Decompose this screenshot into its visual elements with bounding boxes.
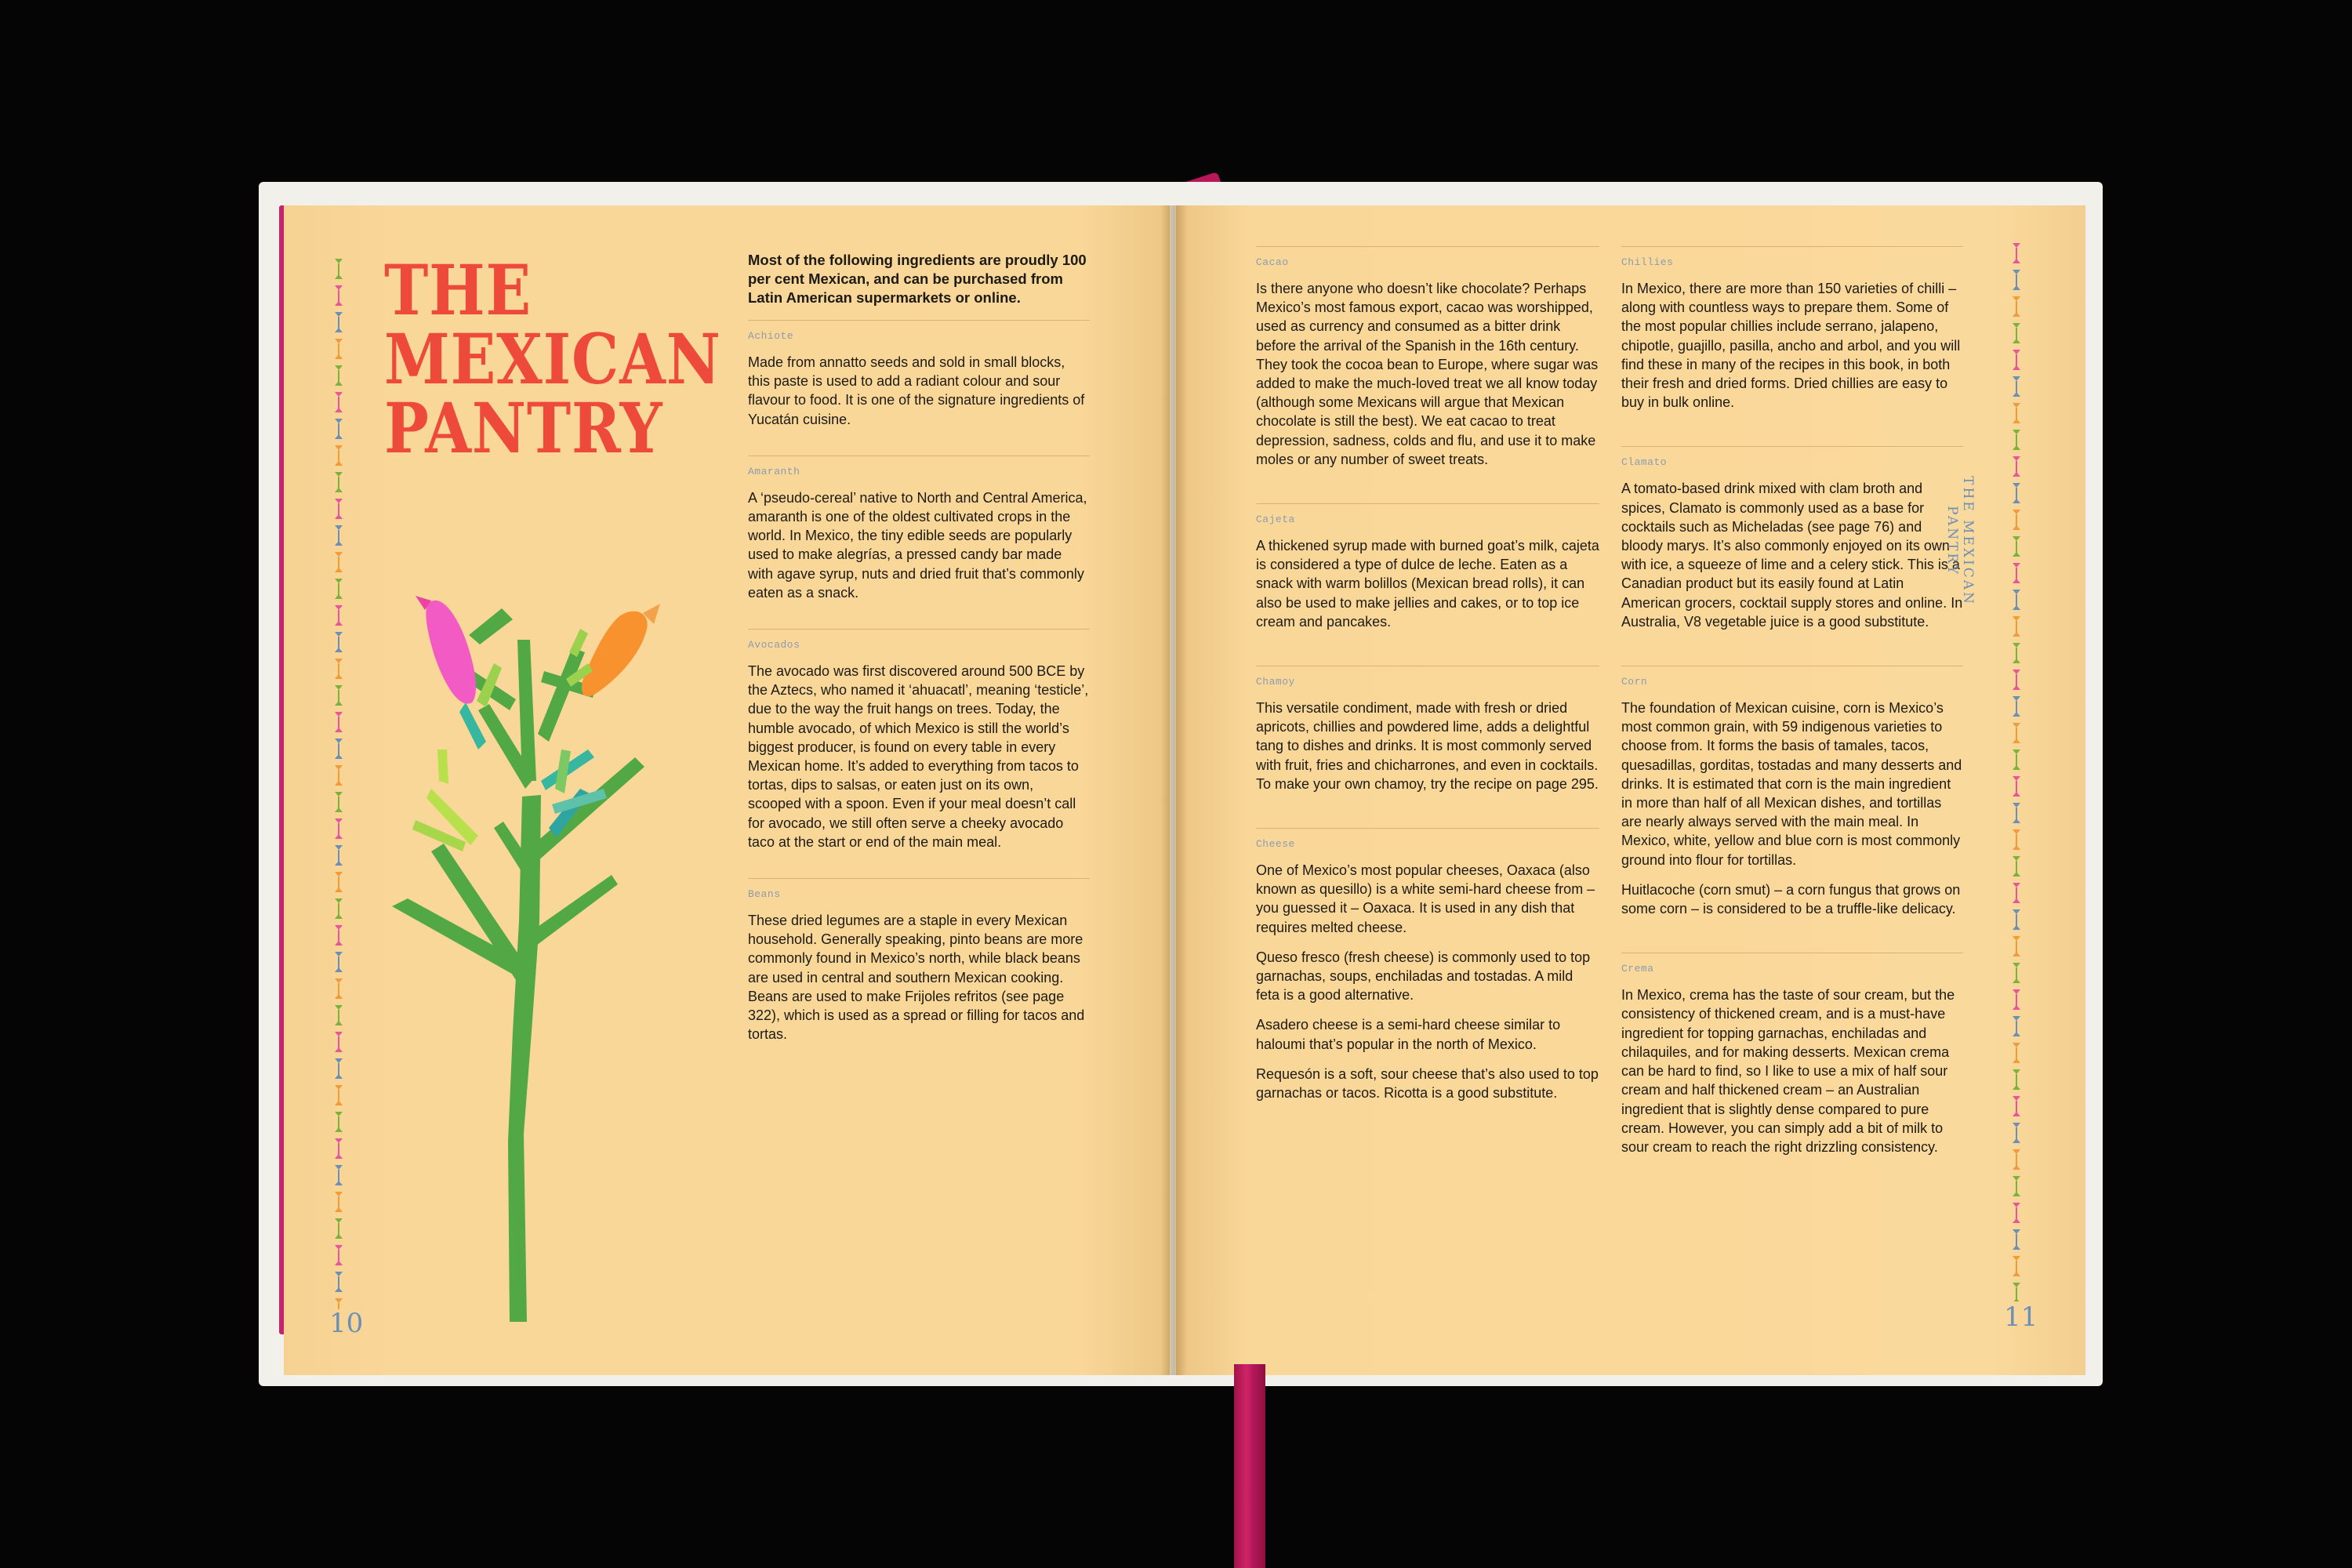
border-stitch (2013, 909, 2020, 930)
border-stitch (335, 525, 343, 546)
border-stitch (2013, 1123, 2020, 1143)
intro-text: Most of the following ingredients are proudly 100 per cent Mexican, and can be purchased from Latin American supermarkets or online. (748, 252, 1087, 306)
page-title (384, 249, 721, 469)
border-stitch (2013, 883, 2020, 903)
border-stitch (2013, 510, 2020, 530)
border-stitch (335, 392, 343, 412)
border-stitch (335, 1005, 343, 1025)
border-stitch (2013, 403, 2020, 423)
page-number-left: 10 (329, 1308, 364, 1339)
ingredients-column-left (748, 251, 1090, 1070)
book-gutter (1160, 205, 1187, 1375)
entry-text: This versatile condiment, made with fresh or dried apricots, chillies and powdered lime, adds a delightful tang to dishes and drinks. It is most commonly served with fruit, fries and chicharrones, and even in cocktails. To make your own chamoy, try the recipe on page 295. (1256, 700, 1599, 792)
border-stitch (2013, 536, 2020, 557)
border-stitch (335, 1245, 343, 1265)
border-stitch (335, 1112, 343, 1132)
border-stitch (2013, 350, 2020, 370)
entry-chamoy (1256, 666, 1599, 793)
entry-text: Asadero cheese is a semi-hard cheese similar to haloumi that’s popular in the north of Mexico. (1256, 1017, 1561, 1052)
border-stitch (2013, 1176, 2020, 1196)
title-line: PANTRY (384, 387, 663, 469)
entry-text: A tomato-based drink mixed with clam broth and spices, Clamato is commonly used as a base for cocktails such as Micheladas (see page 76) and bloody marys. It’s also commonly enjoyed on its own with ice, a squeeze of lime and a celery stick. This is a Canadian product but its easily found at Latin American grocers, cocktail supply stores and online. In Australia, V8 vegetable juice is a good substitute. (1621, 481, 1963, 630)
border-stitch (335, 845, 343, 866)
entry-avocados (748, 629, 1090, 851)
border-stitch (335, 472, 343, 492)
corn-plant-illustration (384, 593, 713, 1322)
border-stitch (2013, 1016, 2020, 1036)
entry-crema (1621, 953, 1963, 1156)
entry-text: Made from annatto seeds and sold in small blocks, this paste is used to add a radiant colour and sour flavour to food. It is one of the signature ingredients of Yucatán cuisine. (748, 354, 1085, 427)
running-head: THE MEXICAN PANTRY (1944, 476, 1976, 606)
entry-label: Amaranth (748, 465, 800, 477)
entry-corn (1621, 666, 1963, 918)
border-stitch (335, 339, 343, 359)
border-stitch (2013, 750, 2020, 770)
entry-label: Corn (1621, 676, 1648, 688)
border-stitch (335, 765, 343, 786)
border-stitch (335, 872, 343, 892)
entry-chillies (1621, 246, 1963, 412)
border-stitch (2013, 616, 2020, 637)
border-stitch (2013, 270, 2020, 290)
entry-beans (748, 878, 1090, 1044)
border-stitch (2013, 1229, 2020, 1250)
border-stitch (2013, 803, 2020, 823)
entry-achiote (748, 320, 1090, 429)
border-stitch (2013, 1043, 2020, 1063)
title-line: THE (384, 249, 532, 331)
border-stitch (2013, 989, 2020, 1010)
border-stitch (2013, 590, 2020, 610)
entry-text: These dried legumes are a staple in every Mexican household. Generally speaking, pinto beans are more commonly found in Mexico’s north, while black beans are used in central and southern Mexican cooking. Beans are used to make Frijoles refritos (see page 322), which is used as a spread or filling for tacos and tortas. (748, 913, 1085, 1043)
border-stitch (335, 712, 343, 732)
border-stitch (335, 579, 343, 599)
entry-text: A ‘pseudo-cereal’ native to North and Central America, amaranth is one of the oldest cultivated crops in the world. In Mexico, the tiny edible seeds are popularly used to make alegrías, a pressed candy bar made with agave syrup, nuts and dried fruit that’s commonly eaten as a snack. (748, 489, 1087, 601)
entry-amaranth (748, 456, 1090, 602)
border-stitch (2013, 323, 2020, 343)
border-stitch (2013, 483, 2020, 503)
border-stitch (2013, 643, 2020, 663)
corn-cobs (416, 596, 660, 704)
border-stitch (335, 739, 343, 759)
border-stitch (335, 925, 343, 946)
decorative-border-left (332, 259, 345, 1309)
border-stitch (2013, 723, 2020, 743)
bookmark-ribbon (1234, 1364, 1265, 1568)
border-stitch (335, 632, 343, 652)
border-stitch (335, 659, 343, 679)
border-stitch (335, 818, 343, 839)
border-stitch (335, 445, 343, 466)
ingredients-column-middle (1256, 246, 1599, 1137)
entry-label: Crema (1621, 963, 1654, 975)
entry-text: In Mexico, there are more than 150 varieties of chilli – along with countless ways to prepare them. Some of the most popular chillies include serrano, jalapeno, chipotle, guajillo, pasilla, ancho and arbol, and you will find these in many of the recipes in this book, in both their fresh and dried forms. Dried chillies are easy to buy in bulk online. (1621, 281, 1961, 411)
entry-label: Cacao (1256, 256, 1289, 268)
border-stitch (335, 1138, 343, 1159)
ingredients-column-right (1621, 246, 1963, 1191)
entry-label: Cheese (1256, 838, 1295, 851)
border-stitch (2013, 963, 2020, 983)
entry-text: Queso fresco (fresh cheese) is commonly used to top garnachas, soups, enchiladas and tostadas. A mild feta is a good alternative. (1256, 949, 1591, 1004)
border-stitch (2013, 670, 2020, 690)
corn-stalk (392, 608, 644, 1322)
border-stitch (335, 1032, 343, 1052)
entry-label: Achiote (748, 330, 794, 342)
border-stitch (335, 605, 343, 626)
border-stitch (2013, 776, 2020, 797)
border-stitch (2013, 1149, 2020, 1170)
border-stitch (335, 312, 343, 332)
title-line: MEXICAN (384, 318, 721, 400)
border-stitch (335, 419, 343, 439)
entry-text: Huitlacoche (corn smut) – a corn fungus that grows on some corn – is considered to be a truffle-like delicacy. (1621, 881, 1961, 917)
entry-text: Requesón is a soft, sour cheese that’s also used to top garnachas or tacos. Ricotta is a good substitute. (1256, 1065, 1599, 1102)
entry-label: Chillies (1621, 256, 1674, 268)
border-stitch (335, 978, 343, 999)
entry-cheese (1256, 828, 1599, 1102)
border-stitch (2013, 936, 2020, 956)
border-stitch (335, 1085, 343, 1105)
border-stitch (335, 365, 343, 386)
border-stitch (335, 898, 343, 919)
border-stitch (335, 1058, 343, 1079)
decorative-border-right (2010, 243, 2023, 1301)
entry-label: Clamato (1621, 456, 1668, 469)
entry-clamato (1621, 446, 1963, 631)
border-stitch (2013, 243, 2020, 263)
entry-text: One of Mexico’s most popular cheeses, Oaxaca (also known as quesillo) is a white semi-hard cheese from – you guessed it – Oaxaca. It is used in any dish that requires melted cheese. (1256, 862, 1595, 935)
border-stitch (2013, 1283, 2020, 1301)
border-stitch (335, 1218, 343, 1239)
entry-text: The foundation of Mexican cuisine, corn is Mexico’s most common grain, with 59 indigenous varieties to choose from. It forms the basis of tamales, tacos, quesadillas, gorditas, tostadas and many desserts and drinks. It is estimated that corn is the main ingredient in more than half of all Mexican dishes, and tortillas are nearly always served with the main meal. In Mexico, white, yellow and blue corn is most commonly ground into flour for tortillas. (1621, 700, 1962, 868)
entry-text: In Mexico, crema has the taste of sour cream, but the consistency of thickened cream, and is a must-have ingredient for topping garnachas, enchiladas and chilaquiles, and for making desserts. Mexican crema can be hard to find, so I like to use a mix of half sour cream and half thickened cream – an Australian ingredient that is slightly dense compared to pure cream. However, you can simply add a bit of milk to sour cream to reach the right drizzling consistency. (1621, 987, 1955, 1155)
border-stitch (335, 792, 343, 812)
entry-label: Chamoy (1256, 676, 1295, 688)
border-stitch (2013, 563, 2020, 583)
border-stitch (335, 552, 343, 572)
entry-cajeta (1256, 503, 1599, 631)
entry-label: Avocados (748, 639, 800, 652)
border-stitch (2013, 296, 2020, 317)
entry-label: Beans (748, 888, 781, 901)
border-stitch (2013, 696, 2020, 717)
border-stitch (2013, 430, 2020, 450)
entry-label: Cajeta (1256, 514, 1295, 526)
border-stitch (335, 1192, 343, 1212)
border-stitch (2013, 1256, 2020, 1276)
entry-text: A thickened syrup made with burned goat’s milk, cajeta is considered a type of dulce de leche. Eaten as a snack with warm bolillos (Mexican bread rolls), it can also be used to make jellies and cakes, or to top ice cream and pancakes. (1256, 538, 1599, 630)
border-stitch (335, 259, 343, 279)
border-stitch (2013, 456, 2020, 477)
page-number-right: 11 (2004, 1301, 2038, 1333)
border-stitch (2013, 376, 2020, 397)
border-stitch (335, 952, 343, 972)
border-stitch (335, 285, 343, 306)
border-stitch (335, 685, 343, 706)
border-stitch (335, 1165, 343, 1185)
border-stitch (2013, 856, 2020, 877)
border-stitch (2013, 829, 2020, 850)
border-stitch (2013, 1096, 2020, 1116)
entry-cacao (1256, 246, 1599, 469)
border-stitch (2013, 1069, 2020, 1090)
entry-text: Is there anyone who doesn’t like chocolate? Perhaps Mexico’s most famous export, cacao was worshipped, used as currency and consumed as a bitter drink before the arrival of the Spanish in the 16th century. They took the cocoa bean to Europe, where sugar was added to make the much-loved treat we all know today (although some Mexicans will argue that Mexican chocolate is still the best). We eat cacao to treat depression, sadness, colds and flu, and use it to make moles or any number of sweet treats. (1256, 281, 1599, 467)
border-stitch (335, 499, 343, 519)
border-stitch (335, 1272, 343, 1292)
entry-text: The avocado was first discovered around 500 BCE by the Aztecs, who named it ‘ahuacatl’, meaning ‘testicle’, due to the way the fruit hangs on trees. Today, the humble avocado, of which Mexico is still the world’s biggest producer, is found on every table in every Mexican home. It’s added to everything from tacos to tortas, dips to salsas, or eaten just on its own, scooped with a spoon. Even if your meal doesn’t call for avocado, we still often serve a cheeky avocado taco at the start or end of the main meal. (748, 663, 1089, 850)
border-stitch (2013, 1203, 2020, 1223)
